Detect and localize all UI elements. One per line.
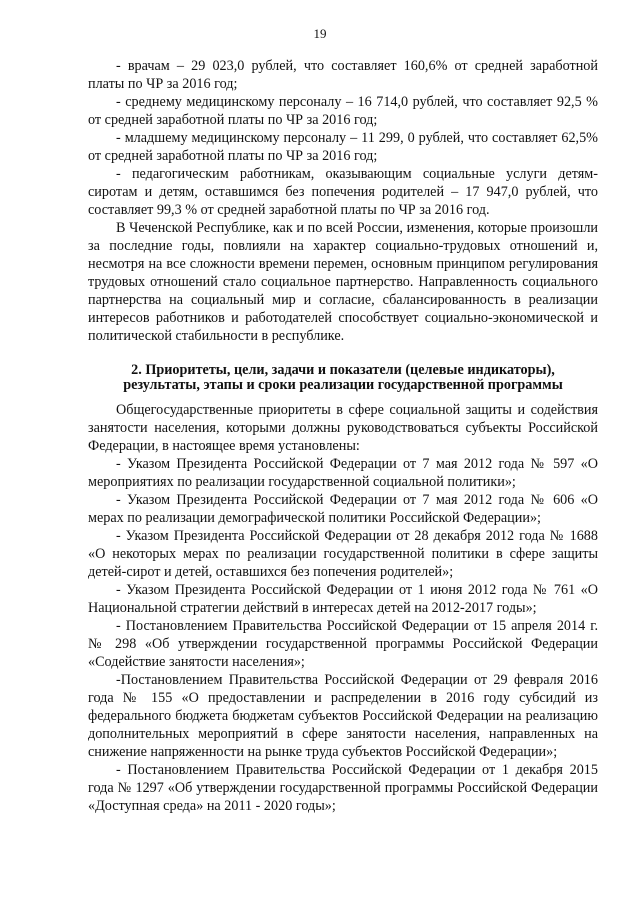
page-number: 19 (313, 26, 327, 41)
paragraph-priorities-intro: Общегосударственные приоритеты в сфере социальной защиты и содействия занятости населения, которыми должны руководствоваться субъекты Российской Федерации, в настоящее время установлены: (88, 402, 598, 454)
paragraph-social-partnership: В Чеченской Республике, как и по всей России, изменения, которые произошли за последние годы, повлияли на характер социально-трудовых отношений и, несмотря на все сложности времени перемен, основным принципом регулирования трудовых отношений стало социальное партнерство. Направленность социального партнерства на социальный мир и согласие, сбалансированность в реализации интересов работников и работодателей способствует социально-экономической и политической стабильности в республике. (88, 220, 598, 344)
paragraph-junior-medical-staff: - младшему медицинскому персоналу – 11 299, 0 рублей, что составляет 62,5% от средней заработной платы по ЧР за 2016 год; (88, 130, 598, 164)
paragraph-teachers: - педагогическим работникам, оказывающим социальные услуги детям-сиротам и детям, оставшимся без попечения родителей – 17 947,0 рублей, что составляет 99,3 % от средней заработной платы по ЧР за 2016 год. (88, 166, 598, 218)
paragraph-medical-staff: - среднему медицинскому персоналу – 16 714,0 рублей, что составляет 92,5 % от средней заработной платы по ЧР за 2016 год; (88, 94, 598, 128)
section-heading-line-1: 2. Приоритеты, цели, задачи и показатели (целевые индикаторы), (131, 362, 555, 378)
paragraph-decree-761: - Указом Президента Российской Федерации от 1 июня 2012 года № 761 «О Национальной стратегии действий в интересах детей на 2012-2017 годы»; (88, 582, 598, 616)
paragraph-decree-597: - Указом Президента Российской Федерации от 7 мая 2012 года № 597 «О мероприятиях по реализации государственной социальной политики»; (88, 456, 598, 490)
paragraph-doctors: - врачам – 29 023,0 рублей, что составляет 160,6% от средней заработной платы по ЧР за 2016 год; (88, 58, 598, 92)
page-content (88, 57, 598, 815)
paragraph-resolution-298: - Постановлением Правительства Российской Федерации от 15 апреля 2014 г. № 298 «Об утверждении государственной программы Российской Федерации «Содействие занятости населения»; (88, 618, 598, 670)
paragraph-resolution-1297: - Постановлением Правительства Российской Федерации от 1 декабря 2015 года № 1297 «Об утверждении государственной программы Российской Федерации «Доступная среда» на 2011 - 2020 годы»; (88, 762, 598, 814)
paragraph-resolution-155: -Постановлением Правительства Российской Федерации от 29 февраля 2016 года № 155 «О предоставлении и распределении в 2016 году субсидий из федерального бюджета бюджетам субъектов Российской Федерации на реализацию дополнительных мероприятий в сфере занятости населения, направленных на снижение напряженности на рынке труда субъектов Российской Федерации»; (88, 672, 598, 760)
paragraph-decree-606: - Указом Президента Российской Федерации от 7 мая 2012 года № 606 «О мерах по реализации демографической политики Российской Федерации»; (88, 492, 598, 526)
section-heading-line-2: результаты, этапы и сроки реализации государственной программы (123, 377, 563, 393)
paragraph-decree-1688: - Указом Президента Российской Федерации от 28 декабря 2012 года № 1688 «О некоторых мерах по реализации государственной политики в сфере защиты детей-сирот и детей, оставшихся без попечения родителей»; (88, 528, 598, 580)
section-heading (88, 363, 598, 393)
